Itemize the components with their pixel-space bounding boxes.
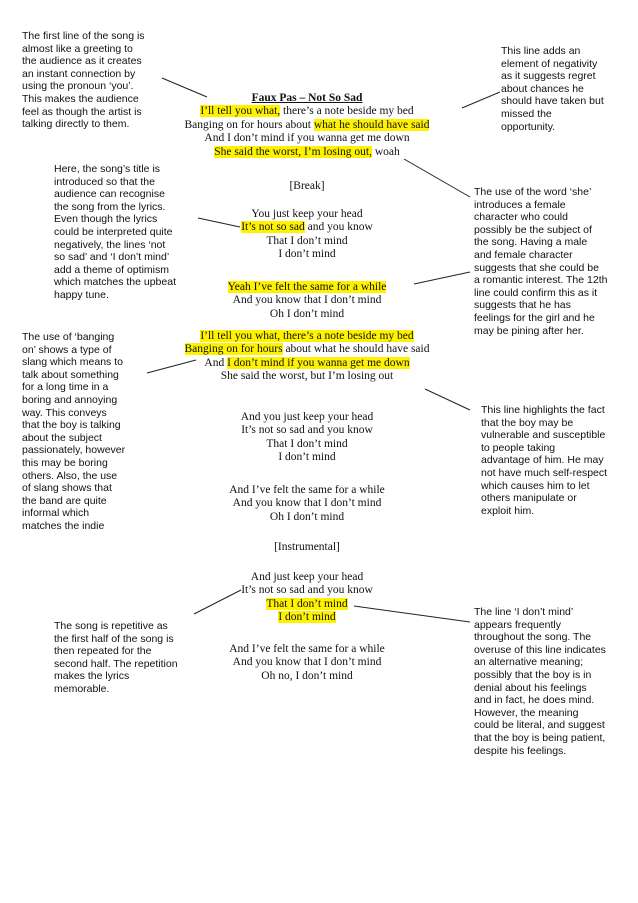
highlighted-phrase: It’s not so sad (241, 221, 305, 234)
lyric-line: And you know that I don’t mind (232, 294, 382, 307)
highlighted-phrase: Banging on for hours (184, 343, 283, 356)
lyric-text: Banging on for hours about (184, 118, 314, 131)
lyric-text: about what he should have said (282, 343, 430, 356)
annotation-note-negativity: This line adds an element of negativity as it suggests regret about chances he should have taken but missed the opportunity. (501, 45, 604, 133)
lyric-line (150, 146, 464, 159)
highlighted-phrase: Yeah I’ve felt the same for a while (227, 281, 387, 293)
lyrics-instrumental (150, 541, 464, 554)
lyric-line: She said the worst, but I’m losing out (220, 370, 394, 383)
lyrics-break (150, 180, 464, 193)
lyrics-chorus-3 (150, 571, 464, 625)
annotation-note-she: The use of the word ‘she’ introduces a female character who could possibly be the subject of the song. Having a male and female character suggests that she could be a romantic interest. The 12th line could confirm this as it suggests that he has feelings for the girl and he may be pining after her. (474, 186, 608, 337)
lyric-line: It’s not so sad and you know (241, 584, 373, 597)
lyric-line: And you just keep your head (240, 411, 374, 423)
instrumental-label: [Instrumental] (274, 541, 340, 553)
lyric-line: And you know that I don’t mind (232, 497, 382, 510)
lyric-line: And I’ve felt the same for a while (229, 484, 385, 496)
lyric-line: And I’ve felt the same for a while (229, 643, 385, 655)
lyric-line: That I don’t mind (266, 437, 348, 450)
break-label: [Break] (289, 180, 325, 192)
lyrics-chorus-2-end (150, 484, 464, 524)
lyric-line: And just keep your head (250, 571, 364, 583)
highlighted-phrase: I’ll tell you what, there’s a note beside my bed (200, 330, 414, 342)
lyric-line (150, 119, 464, 132)
lyric-text: And (204, 356, 228, 369)
lyric-line: Oh I don’t mind (269, 510, 345, 523)
lyrics-chorus-3-end (150, 643, 464, 683)
highlighted-phrase: I don’t mind if you wanna get me down (227, 356, 410, 369)
lyric-text: and you know (304, 221, 373, 234)
lyric-line (150, 330, 464, 343)
highlighted-phrase: I’ll tell you what, (200, 105, 281, 118)
lyrics-verse-2 (150, 330, 464, 384)
lyric-text: woah (372, 145, 400, 158)
lyric-line: I don’t mind (278, 248, 336, 261)
lyric-line: Oh I don’t mind (269, 307, 345, 320)
lyric-line (150, 281, 464, 294)
highlighted-phrase: I don’t mind (278, 611, 336, 624)
highlighted-phrase: what he should have said (313, 118, 430, 131)
connector-line (462, 92, 500, 108)
lyrics-verse-1 (150, 92, 464, 159)
lyric-line: That I don’t mind (266, 234, 348, 247)
lyric-line: Oh no, I don’t mind (261, 669, 353, 682)
lyrics-chorus-1-end (150, 281, 464, 321)
lyric-line: And you know that I don’t mind (232, 656, 382, 669)
highlighted-phrase: That I don’t mind (266, 597, 348, 610)
lyric-line (150, 598, 464, 611)
annotation-note-banging-on: The use of ‘banging on’ shows a type of slang which means to talk about something for a long time in a boring and annoying way. This conveys that the boy is talking about the subject passionately, however this may be boring others. Also, the use of slang shows that the band are quite informal which matches the indie (22, 331, 126, 532)
annotation-note-greeting: The first line of the song is almost like a greeting to the audience as it creates an instant connection by using the pronoun ‘you’. This makes the audience feel as though the artist is talking directly to them. (22, 30, 145, 131)
lyric-text: there’s a note beside my bed (280, 105, 414, 118)
lyric-line (150, 611, 464, 624)
lyrics-chorus-1 (150, 208, 464, 262)
lyric-line: It’s not so sad and you know (241, 424, 373, 437)
lyric-line (150, 357, 464, 370)
annotation-note-repetitive: The song is repetitive as the first half of the song is then repeated for the second half. The repetition makes the lyrics memorable. (54, 620, 178, 695)
annotation-note-title: Here, the song’s title is introduced so that the audience can recognise the song from the lyrics. Even though the lyrics could be interpreted quite negatively, the lines ‘not so sad’ and ‘I don’t mind’ add a theme of optimism which matches the upbeat happy tune. (54, 163, 176, 301)
lyric-line: You just keep your head (251, 208, 363, 220)
annotation-note-dont-mind: The line ‘I don’t mind’ appears frequently throughout the song. The overuse of this line indicates an alternative meaning; possibly that the boy is in denial about his feelings and in fact, he does mind. However, the meaning could be literal, and suggest that the boy is being patient, despite his feelings. (474, 606, 606, 757)
connector-line (425, 389, 470, 410)
lyric-line (150, 221, 464, 234)
lyric-line (150, 343, 464, 356)
annotation-note-vulnerable: This line highlights the fact that the boy may be vulnerable and susceptible to people taking advantage of him. He may not have much self-respect which causes him to let others manipulate or exploit him. (481, 404, 608, 517)
lyric-line: I don’t mind (278, 451, 336, 464)
lyrics-chorus-2 (150, 411, 464, 465)
lyric-line: And I don’t mind if you wanna get me down (204, 132, 410, 145)
highlighted-phrase: She said the worst, I’m losing out, (214, 145, 372, 158)
lyric-line (150, 105, 464, 118)
song-title: Faux Pas – Not So Sad (251, 92, 363, 104)
